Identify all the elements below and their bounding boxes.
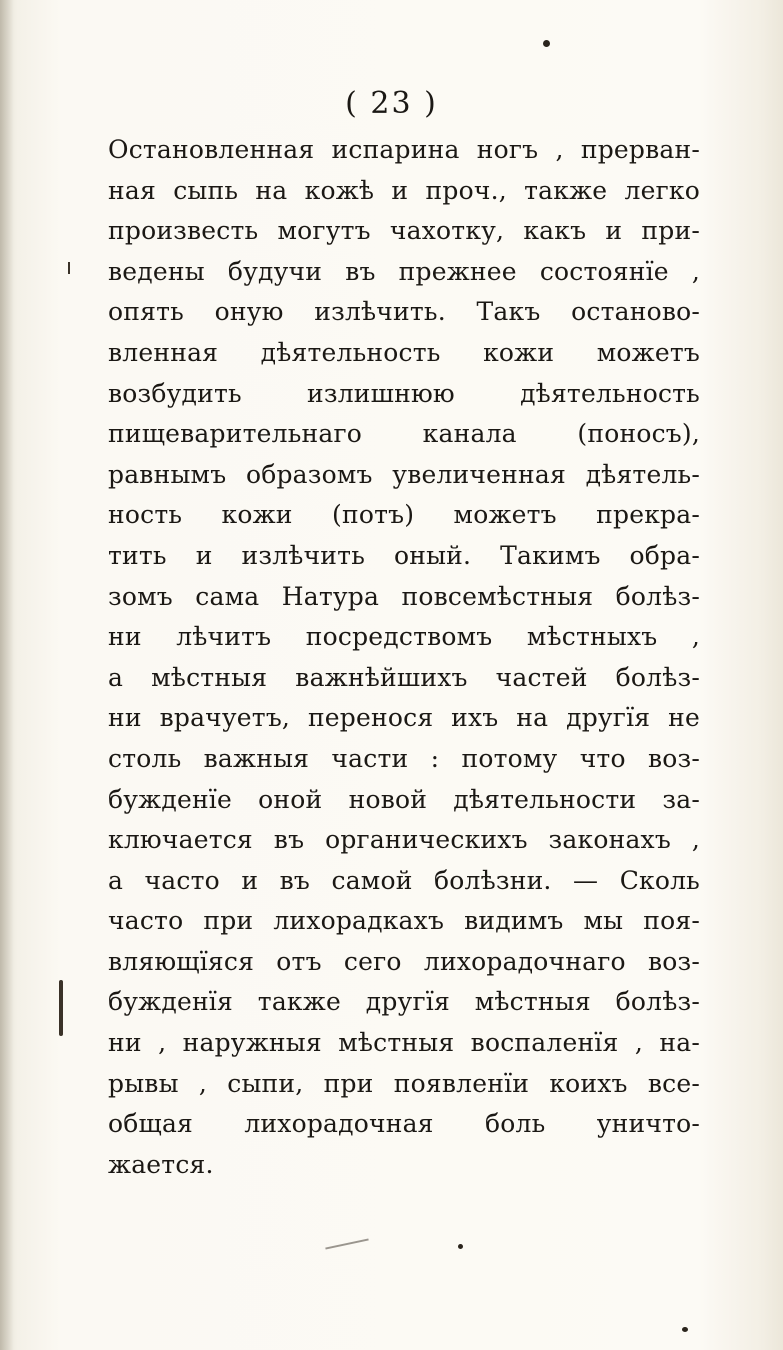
ink-speck <box>543 40 550 47</box>
body-text <box>108 130 700 1185</box>
ink-speck <box>682 1327 688 1332</box>
text-line: опять оную излѣчить. Такъ останово- <box>108 297 700 327</box>
text-line: произвесть могутъ чахотку, какъ и при- <box>108 216 700 246</box>
text-line: бужденїя также другїя мѣстныя болѣз- <box>108 987 700 1017</box>
text-line: ключается въ органическихъ законахъ , <box>108 825 700 855</box>
text-line: вленная дѣятельность кожи можетъ <box>108 337 700 367</box>
text-line: ни лѣчитъ посредствомъ мѣстныхъ , <box>108 622 700 652</box>
text-line: пищеварительнаго канала (поносъ), <box>108 419 700 449</box>
text-line: ная сыпь на кожѣ и проч., также легко <box>108 175 700 205</box>
spine-shadow <box>0 0 14 1350</box>
text-line: вляющїяся отъ сего лихорадочнаго воз- <box>108 946 700 976</box>
ink-smudge <box>325 1238 368 1249</box>
margin-mark <box>68 262 70 274</box>
text-line: тить и излѣчить оный. Такимъ обра- <box>108 540 700 570</box>
margin-mark <box>59 980 63 1036</box>
text-line: ность кожи (потъ) можетъ прекра- <box>108 500 700 530</box>
text-line: бужденїе оной новой дѣятельности за- <box>108 784 700 814</box>
text-line: а часто и въ самой болѣзни. — Сколь <box>108 865 700 895</box>
text-line: рывы , сыпи, при появленїи коихъ все- <box>108 1068 700 1098</box>
text-line: столь важныя части : потому что воз- <box>108 743 700 773</box>
text-line: равнымъ образомъ увеличенная дѣятель- <box>108 459 700 489</box>
page-number: ( 23 ) <box>345 86 438 121</box>
text-line: а мѣстныя важнѣйшихъ частей болѣз- <box>108 662 700 692</box>
text-line: возбудить излишнюю дѣятельность <box>108 378 700 408</box>
text-line: общая лихорадочная боль уничто- <box>108 1109 700 1139</box>
text-line: зомъ сама Натура повсемѣстныя болѣз- <box>108 581 700 611</box>
text-line: часто при лихорадкахъ видимъ мы поя- <box>108 906 700 936</box>
text-line: ведены будучи въ прежнее состоянїе , <box>108 256 700 286</box>
text-line: жается. <box>108 1149 214 1179</box>
ink-speck <box>458 1244 463 1249</box>
text-line: ни врачуетъ, перенося ихъ на другїя не <box>108 703 700 733</box>
text-line: Остановленная испарина ногъ , прерван- <box>108 135 700 164</box>
text-line: ни , наружныя мѣстныя воспаленїя , на- <box>108 1028 700 1058</box>
